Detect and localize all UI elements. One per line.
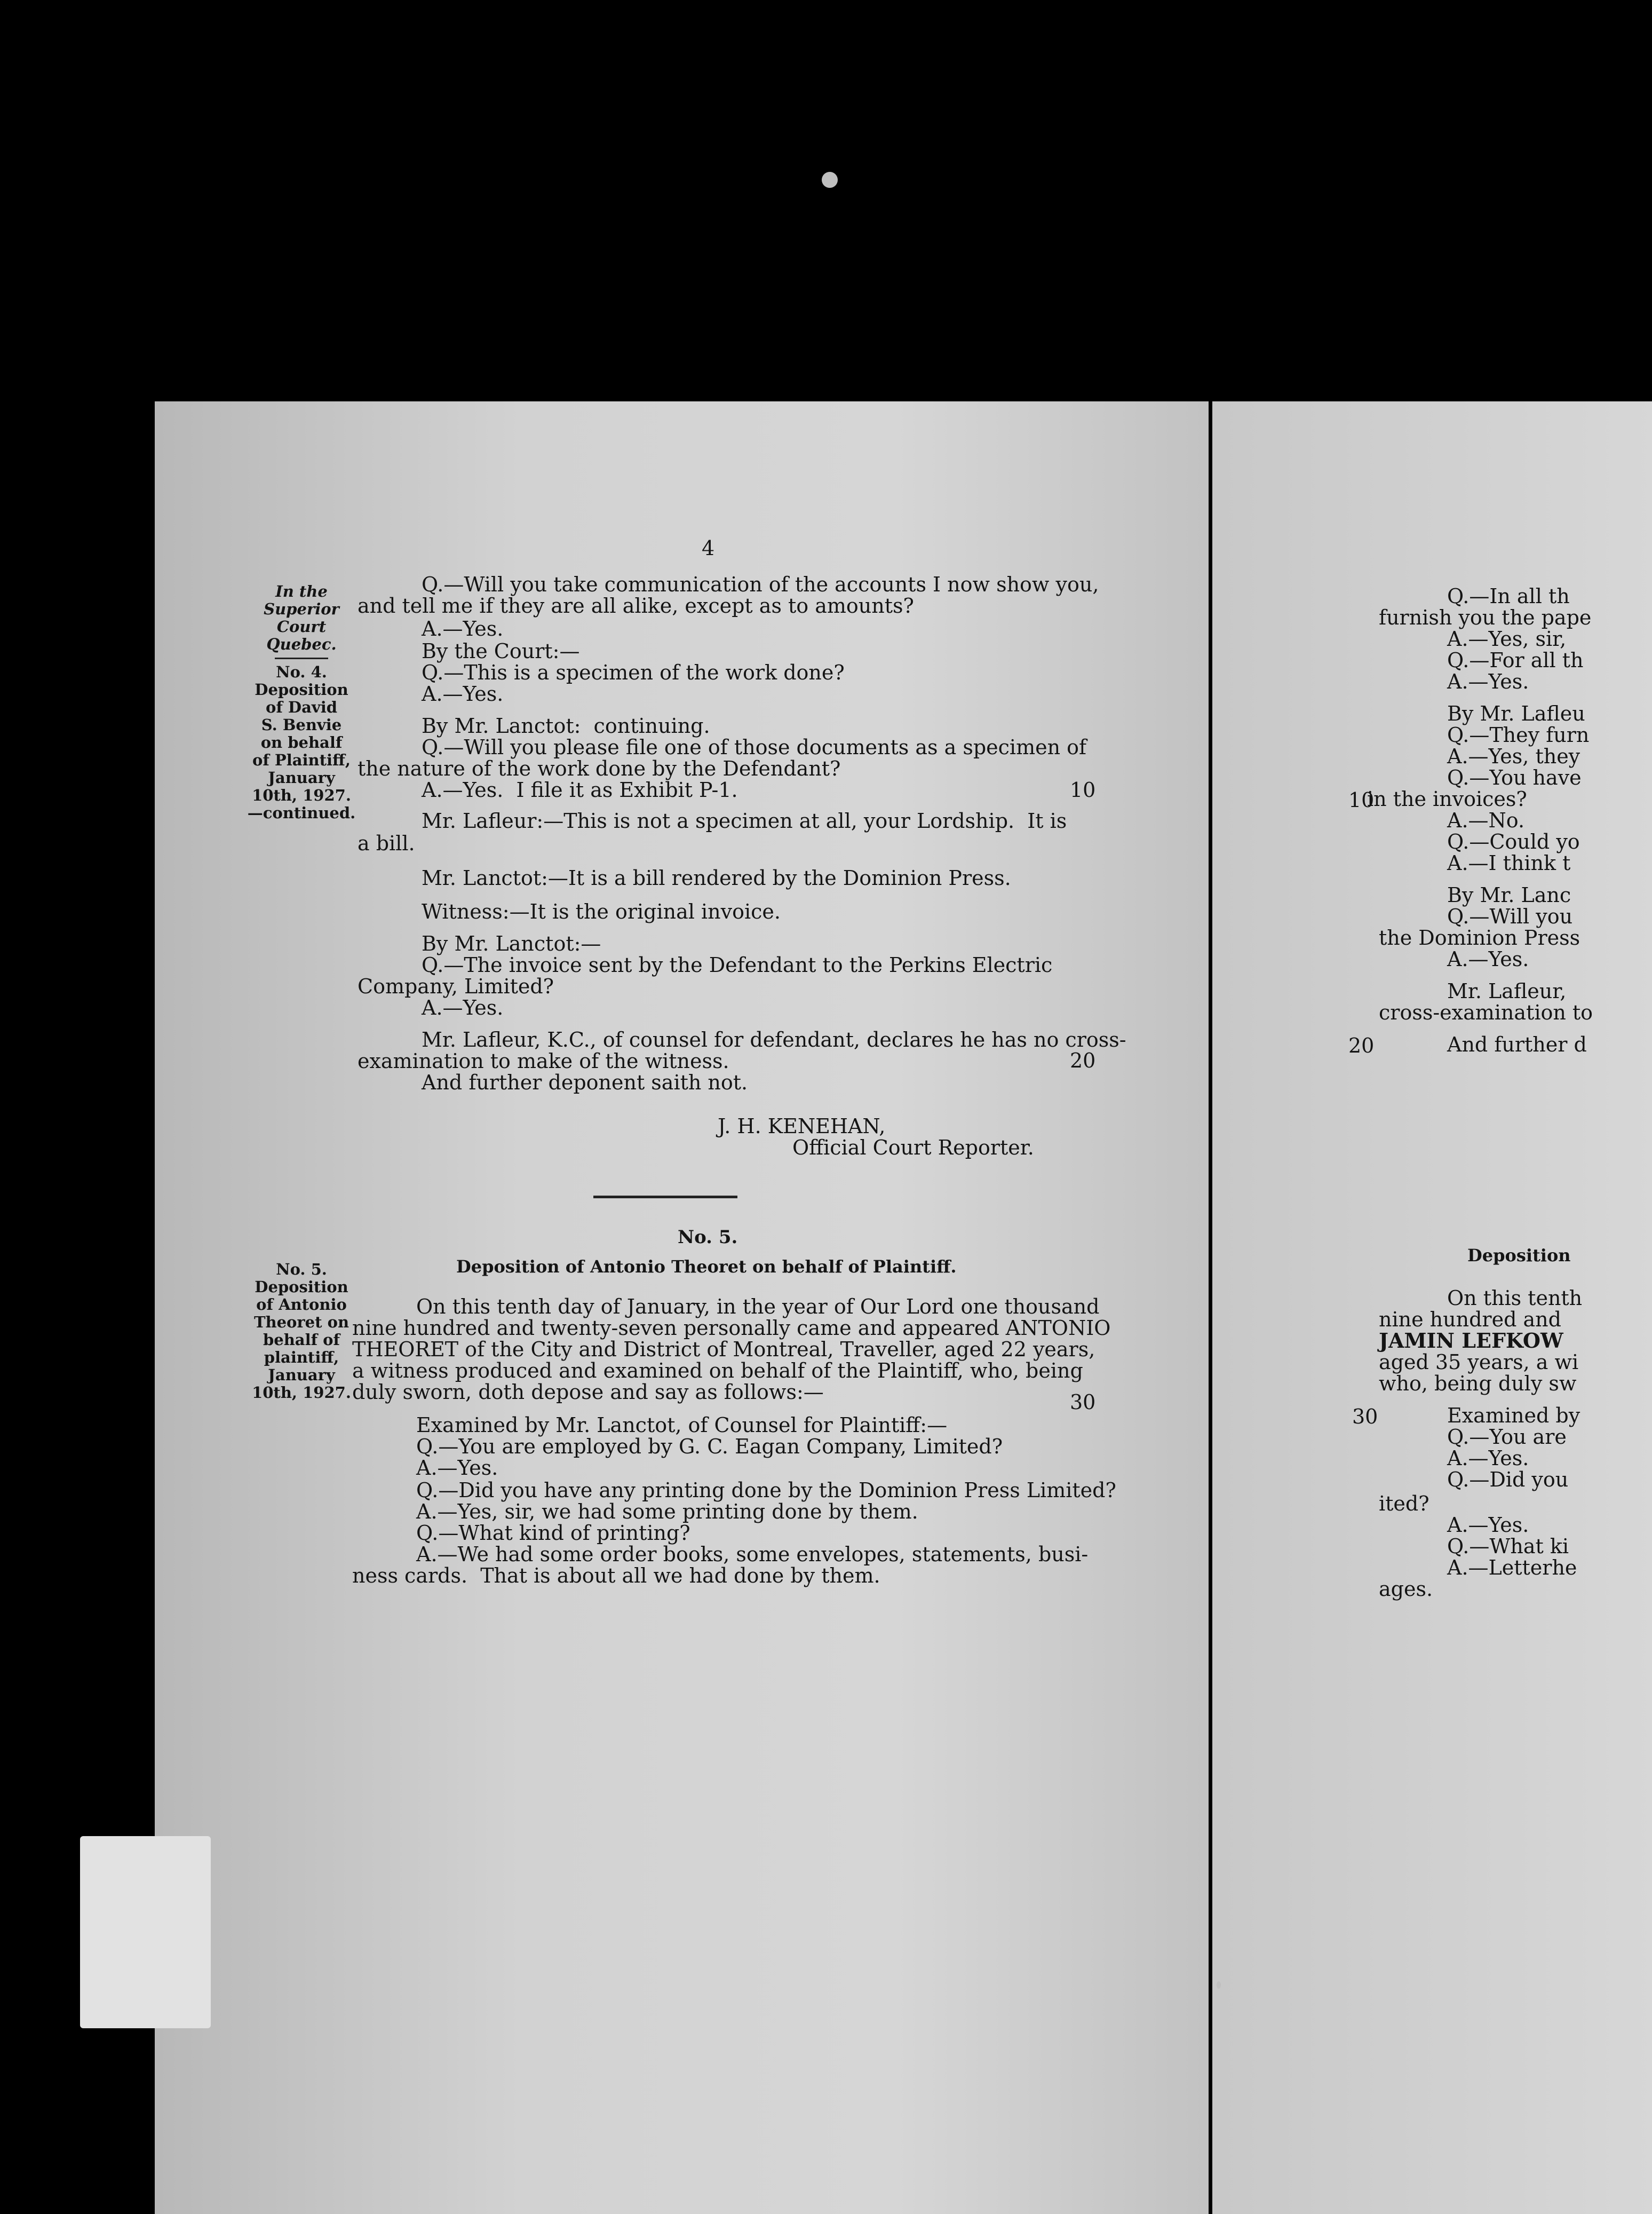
text-line: who, being duly sw [1379, 1372, 1577, 1395]
text-line: a bill. [358, 832, 415, 855]
margin-line: of David [266, 698, 337, 716]
margin-line: In the [275, 582, 328, 600]
line-number: 20 [1348, 1034, 1375, 1057]
margin-line: on behalf [260, 733, 343, 752]
text-line: Q.—Will you please file one of those documents as a specimen of [422, 736, 1087, 759]
text-line: JAMIN LEFKOW [1379, 1329, 1563, 1353]
text-line: Q.—Could yo [1447, 830, 1580, 853]
section-title: Deposition of Antonio Theoret on behalf of Plaintiff. [456, 1256, 957, 1277]
margin-line: of Plaintiff, [252, 751, 351, 769]
text-line: A.—Letterhe [1447, 1556, 1577, 1579]
text-line: Q.—Will you take communication of the accounts I now show you, [422, 573, 1099, 596]
text-line: A.—Yes. [1447, 670, 1529, 693]
margin-line: Court [276, 618, 327, 636]
text-line: Q.—The invoice sent by the Defendant to the Perkins Electric [422, 953, 1053, 977]
section-title-partial: Deposition [1467, 1245, 1571, 1266]
text-line: ited? [1379, 1492, 1429, 1515]
text-line: By Mr. Lanctot:— [422, 932, 601, 955]
text-line: On this tenth [1447, 1286, 1583, 1310]
reporter-name: J. H. KENEHAN, [718, 1114, 886, 1138]
scan-calibration-strip [80, 1836, 211, 2028]
text-line: And further d [1447, 1033, 1587, 1056]
margin-line: behalf of [263, 1331, 340, 1349]
text-line: Company, Limited? [358, 975, 554, 998]
text-line: THEORET of the City and District of Montreal, Traveller, aged 22 years, [352, 1338, 1095, 1361]
margin-line: Deposition [255, 1278, 348, 1296]
text-line: A.—Yes. [1447, 947, 1529, 971]
text-line: Mr. Lafleur:—This is not a specimen at all, your Lordship. It is [422, 809, 1067, 833]
text-line: Q.—Did you have any printing done by the Dominion Press Limited? [416, 1478, 1116, 1502]
margin-line: Theoret on [253, 1313, 350, 1331]
margin-line: 10th, 1927. [252, 1383, 351, 1402]
margin-divider [275, 658, 328, 659]
text-line: Q.—Did you [1447, 1468, 1569, 1491]
text-line: A.—Yes. [422, 617, 504, 641]
page-number: 4 [702, 536, 715, 560]
text-line: A.—Yes. [416, 1456, 498, 1480]
text-line: Q.—In all th [1447, 584, 1570, 608]
line-number: 20 [1070, 1049, 1096, 1072]
text-line: Witness:—It is the original invoice. [422, 900, 781, 923]
margin-line: S. Benvie [261, 716, 342, 734]
text-line: cross-examination to [1379, 1001, 1593, 1024]
text-line: A.—Yes. I file it as Exhibit P-1. [422, 778, 738, 802]
text-line: in the invoices? [1367, 787, 1527, 811]
text-line: Mr. Lanctot:—It is a bill rendered by the Dominion Press. [422, 866, 1011, 890]
text-line: By Mr. Lafleu [1447, 702, 1585, 725]
text-line: and tell me if they are all alike, except as to amounts? [358, 594, 914, 618]
line-number: 30 [1070, 1390, 1096, 1414]
text-line: Q.—This is a specimen of the work done? [422, 661, 845, 684]
dust-speck [822, 172, 838, 188]
text-line: Q.—You have [1447, 766, 1582, 789]
text-line: Q.—For all th [1447, 649, 1584, 672]
text-line: Q.—You are employed by G. C. Eagan Company, Limited? [416, 1435, 1003, 1458]
reporter-title: Official Court Reporter. [792, 1136, 1034, 1159]
text-line: By Mr. Lanc [1447, 883, 1571, 907]
text-line: Q.—What kind of printing? [416, 1521, 690, 1545]
text-line: the nature of the work done by the Defendant? [358, 757, 841, 780]
text-line: A.—No. [1447, 809, 1525, 832]
text-line: By Mr. Lanctot: continuing. [422, 714, 710, 738]
line-number: 30 [1352, 1405, 1378, 1428]
text-line: And further deponent saith not. [422, 1071, 748, 1094]
text-line: nine hundred and twenty-seven personally came and appeared ANTONIO [352, 1316, 1111, 1340]
text-line: A.—Yes. [422, 996, 504, 1019]
margin-note-deposition-benvie [235, 583, 368, 822]
margin-line: No. 4. [276, 663, 327, 681]
text-line: A.—We had some order books, some envelopes, statements, busi- [416, 1543, 1089, 1566]
text-line: By the Court:— [422, 639, 580, 663]
margin-line: Superior [264, 600, 339, 618]
section-divider [593, 1196, 737, 1198]
margin-line: January [268, 769, 335, 787]
margin-note-deposition-theoret [235, 1261, 368, 1402]
text-line: On this tenth day of January, in the year of Our Lord one thousand [416, 1295, 1100, 1318]
text-line: A.—I think t [1447, 851, 1571, 875]
text-line: A.—Yes, sir, [1447, 627, 1567, 651]
text-line: ness cards. That is about all we had done by them. [352, 1564, 880, 1587]
text-line: Q.—You are [1447, 1425, 1567, 1449]
text-line: Q.—What ki [1447, 1535, 1569, 1558]
text-line: A.—Yes, they [1447, 745, 1580, 768]
text-line: A.—Yes. [1447, 1446, 1529, 1470]
margin-line: —continued. [247, 804, 356, 822]
text-line: Examined by Mr. Lanctot, of Counsel for Plaintiff:— [416, 1413, 948, 1437]
right-page-text [1212, 401, 1652, 2214]
margin-line: January [268, 1366, 335, 1384]
section-number: No. 5. [678, 1227, 738, 1248]
text-line: a witness produced and examined on behalf of the Plaintiff, who, being [352, 1359, 1083, 1382]
text-line: nine hundred and [1379, 1308, 1561, 1331]
text-line: A.—Yes. [422, 682, 504, 706]
text-line: A.—Yes, sir, we had some printing done by them. [416, 1500, 918, 1523]
text-line: A.—Yes. [1447, 1513, 1529, 1537]
text-line: Examined by [1447, 1404, 1580, 1427]
margin-line: plaintiff, [264, 1348, 339, 1366]
line-number: 10 [1348, 788, 1375, 812]
text-line: Q.—They furn [1447, 723, 1590, 747]
margin-line: No. 5. [276, 1260, 327, 1278]
text-line: examination to make of the witness. [358, 1049, 729, 1073]
text-line: furnish you the pape [1379, 606, 1592, 629]
text-line: the Dominion Press [1379, 926, 1580, 950]
text-line: Mr. Lafleur, [1447, 979, 1567, 1003]
text-line: ages. [1379, 1577, 1433, 1601]
line-number: 10 [1070, 778, 1096, 802]
margin-line: Deposition [255, 681, 348, 699]
text-line: aged 35 years, a wi [1379, 1350, 1579, 1374]
margin-line: of Antonio [256, 1295, 347, 1314]
margin-line: Quebec. [266, 635, 337, 653]
text-line: duly sworn, doth depose and say as follows:— [352, 1380, 824, 1404]
margin-line: 10th, 1927. [252, 786, 351, 804]
text-line: Mr. Lafleur, K.C., of counsel for defendant, declares he has no cross- [422, 1028, 1126, 1051]
text-line: Q.—Will you [1447, 905, 1573, 928]
